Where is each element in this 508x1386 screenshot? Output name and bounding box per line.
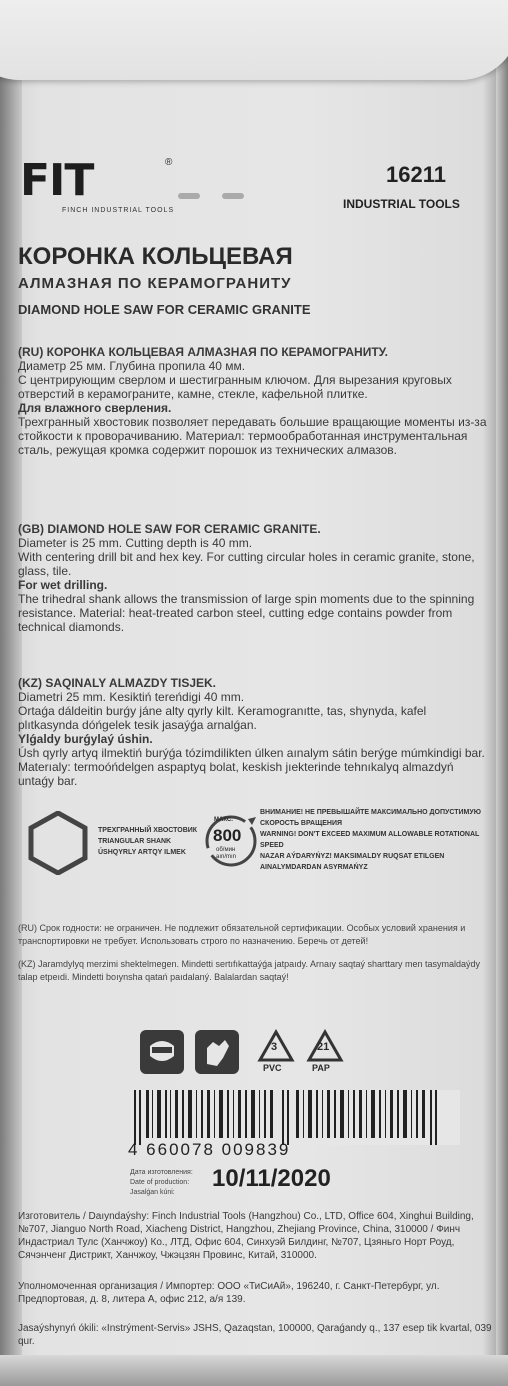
storage-kz: (KZ) Jaramdylyq merzimi shektelmegen. Mindetti sertıfıkattaýǵa jatpaıdy. Arnaıy saqtaý sharttary men tasymaldaýdy talap etpeıdi. Mindetti boıynsha qatań paıdalaný. Balalardan saqtaý!	[18, 959, 481, 982]
kz-head: (KZ) SAQINALY ALMAZDY TISJEK.	[18, 676, 217, 690]
production-date: 10/11/2020	[212, 1165, 331, 1192]
barcode-number: 4 660078 009839	[128, 1140, 291, 1159]
kz-block	[18, 676, 488, 788]
shank-ru: ТРЕХГРАННЫЙ ХВОСТОВИК	[98, 827, 198, 834]
title-ru: КОРОНКА КОЛЬЦЕВАЯ	[18, 243, 293, 270]
warning-kz: NAZAR AÝDARYŃYZ! MAKSIMALDY RUQSAT ETILGEN AINALYMDARDAN ASYRMAŃYZ	[260, 853, 445, 871]
bottom-edge	[0, 1355, 508, 1386]
kz-line2: Ortaǵa dáldeitin burǵy jáne alty qyrly kilt. Keramogranıtte, tas, shynyda, kafel plıtkasynda dóńgelek tesik jasaýǵa arnalǵan.	[18, 704, 427, 732]
gb-line1: Diameter is 25 mm. Cutting depth is 40 mm.	[18, 536, 253, 550]
speed-unit: об/мин	[216, 847, 236, 853]
kz-wet: Ylǵaldy burǵylaý úshin.	[18, 732, 153, 746]
speed-label: МАКС.	[214, 817, 233, 823]
recycle-code: PAP	[312, 1063, 330, 1073]
recycle-pap-icon	[305, 1028, 345, 1081]
recycle-pvc-icon	[256, 1028, 296, 1081]
barcode	[130, 1090, 460, 1145]
speed-value: 800	[213, 826, 242, 845]
kz-line1: Diametri 25 mm. Kesiktiń tereńdigi 40 mm.	[18, 690, 245, 704]
kz-line3: Úsh qyrly artyq ilmektiń burýǵa tózimdilikten úlken aınalym sátin berýge múmkindigi bar. Materıaly: termoóńdelgen aspaptyq bolat, keskish jıekterinde tehnıkalyq almazdyń untaǵy bar.	[18, 746, 485, 788]
recycle-num: 3	[271, 1041, 278, 1053]
ru-head: (RU) КОРОНКА КОЛЬЦЕВАЯ АЛМАЗНАЯ ПО КЕРАМОГРАНИТУ.	[18, 345, 388, 359]
right-edge	[496, 0, 508, 1386]
warning-section	[18, 803, 488, 893]
date-label-kz: Jasalǵan kúni:	[130, 1189, 175, 1196]
registered-mark: ®	[165, 157, 173, 168]
gb-wet: For wet drilling.	[18, 578, 108, 592]
ru-line2: С центрирующим сверлом и шестигранным ключом. Для вырезания круговых отверстий в керамограните, камне, стекле, кафельной плитке.	[18, 373, 452, 401]
hexagon-shank-icon	[28, 811, 88, 875]
gb-head: (GB) DIAMOND HOLE SAW FOR CERAMIC GRANITE.	[18, 522, 321, 536]
date-labels	[130, 1168, 193, 1198]
title-en: DIAMOND HOLE SAW FOR CERAMIC GRANITE	[18, 302, 311, 317]
ru-wet: Для влажного сверления.	[18, 401, 172, 415]
hang-tab	[0, 0, 508, 110]
recycle-code: PVC	[263, 1063, 282, 1073]
gb-block	[18, 522, 488, 634]
ru-line1: Диаметр 25 мм. Глубина пропила 40 мм.	[18, 359, 246, 373]
ru-block	[18, 345, 488, 457]
gb-line3: The trihedral shank allows the transmission of large spin moments due to the spinning resistance. Material: heat-treated carbon steel, cutting edge contains powder from technical diamonds.	[18, 592, 475, 634]
warning-ru: ВНИМАНИЕ! НЕ ПРЕВЫШАЙТЕ МАКСИМАЛЬНО ДОПУСТИМУЮ СКОРОСТЬ ВРАЩЕНИЯ	[260, 809, 481, 827]
recycle-num: 21	[317, 1041, 330, 1053]
screw-icon	[178, 193, 200, 199]
brand-logo: FIT	[20, 155, 94, 206]
storage-ru: (RU) Срок годности: не ограничен. Не подлежит обязательной сертификации. Особых условий хранения и транспортировки не требует. Использовать строго по назначению. Беречь от детей!	[18, 923, 466, 946]
importer-info: Уполномоченная организация / Импортер: ООО «ТиСиАй», 196240, г. Санкт-Петербург, ул. Предпортовая, д. 8, литера А, офис 212, а/я 139.	[18, 1281, 440, 1305]
warning-text	[260, 807, 488, 873]
manufacturer-info: Изготовитель / Daıyndaýshy: Finch Industrial Tools (Hangzhou) Co., LTD, Office 604, Xinghui Building, №707, Jianguo North Road, Xiacheng District, Hangzhou, Zhejiang Province, China, 310000 / Финч Индастриал Тулс (Ханчжоу) Ко., ЛТД, Офис 604, Синхуэй Билдинг, №707, Цзяньго Норт Роуд, Сячэнченг Дистрикт, Ханчжоу, Чжэцзян Провинс, Китай, 310000.	[18, 1211, 474, 1261]
glove-icon	[193, 1028, 241, 1081]
date-label-ru: Дата изготовления:	[130, 1169, 193, 1176]
ru-line3: Трехгранный хвостовик позволяет передавать большие вращающие моменты из-за стойкости к проворачиванию. Материал: термообработанная инструментальная сталь, режущая кромка содержит порошок из технических алмазов.	[18, 415, 487, 457]
brand-subtitle: FINCH INDUSTRIAL TOOLS	[62, 207, 175, 214]
article-number: 16211	[386, 162, 446, 187]
gb-line2: With centering drill bit and hex key. For cutting circular holes in ceramic granite, stone, glass, tile.	[18, 550, 475, 578]
shank-label	[98, 825, 197, 858]
speed-unit-kz: aın/mın	[216, 854, 237, 860]
screw-icon	[222, 193, 244, 199]
kz-representative: Jasaýshynyń ókili: «Instrýment-Servis» JSHS, Qazaqstan, 100000, Qaraǵandy q., 137 esep tik kvartal, 039 qur.	[18, 1323, 492, 1347]
date-label-en: Date of production:	[130, 1179, 190, 1186]
category-label: INDUSTRIAL TOOLS	[343, 197, 460, 211]
shank-en: TRIANGULAR SHANK	[98, 838, 172, 845]
face-shield-icon	[138, 1028, 186, 1081]
shank-kz: ÚSHQYRLY ARTQY ILMEK	[98, 849, 186, 856]
warning-en: WARNING! DON'T EXCEED MAXIMUM ALLOWABLE ROTATIONAL SPEED	[260, 831, 480, 849]
subtitle-ru: АЛМАЗНАЯ ПО КЕРАМОГРАНИТУ	[18, 275, 292, 292]
